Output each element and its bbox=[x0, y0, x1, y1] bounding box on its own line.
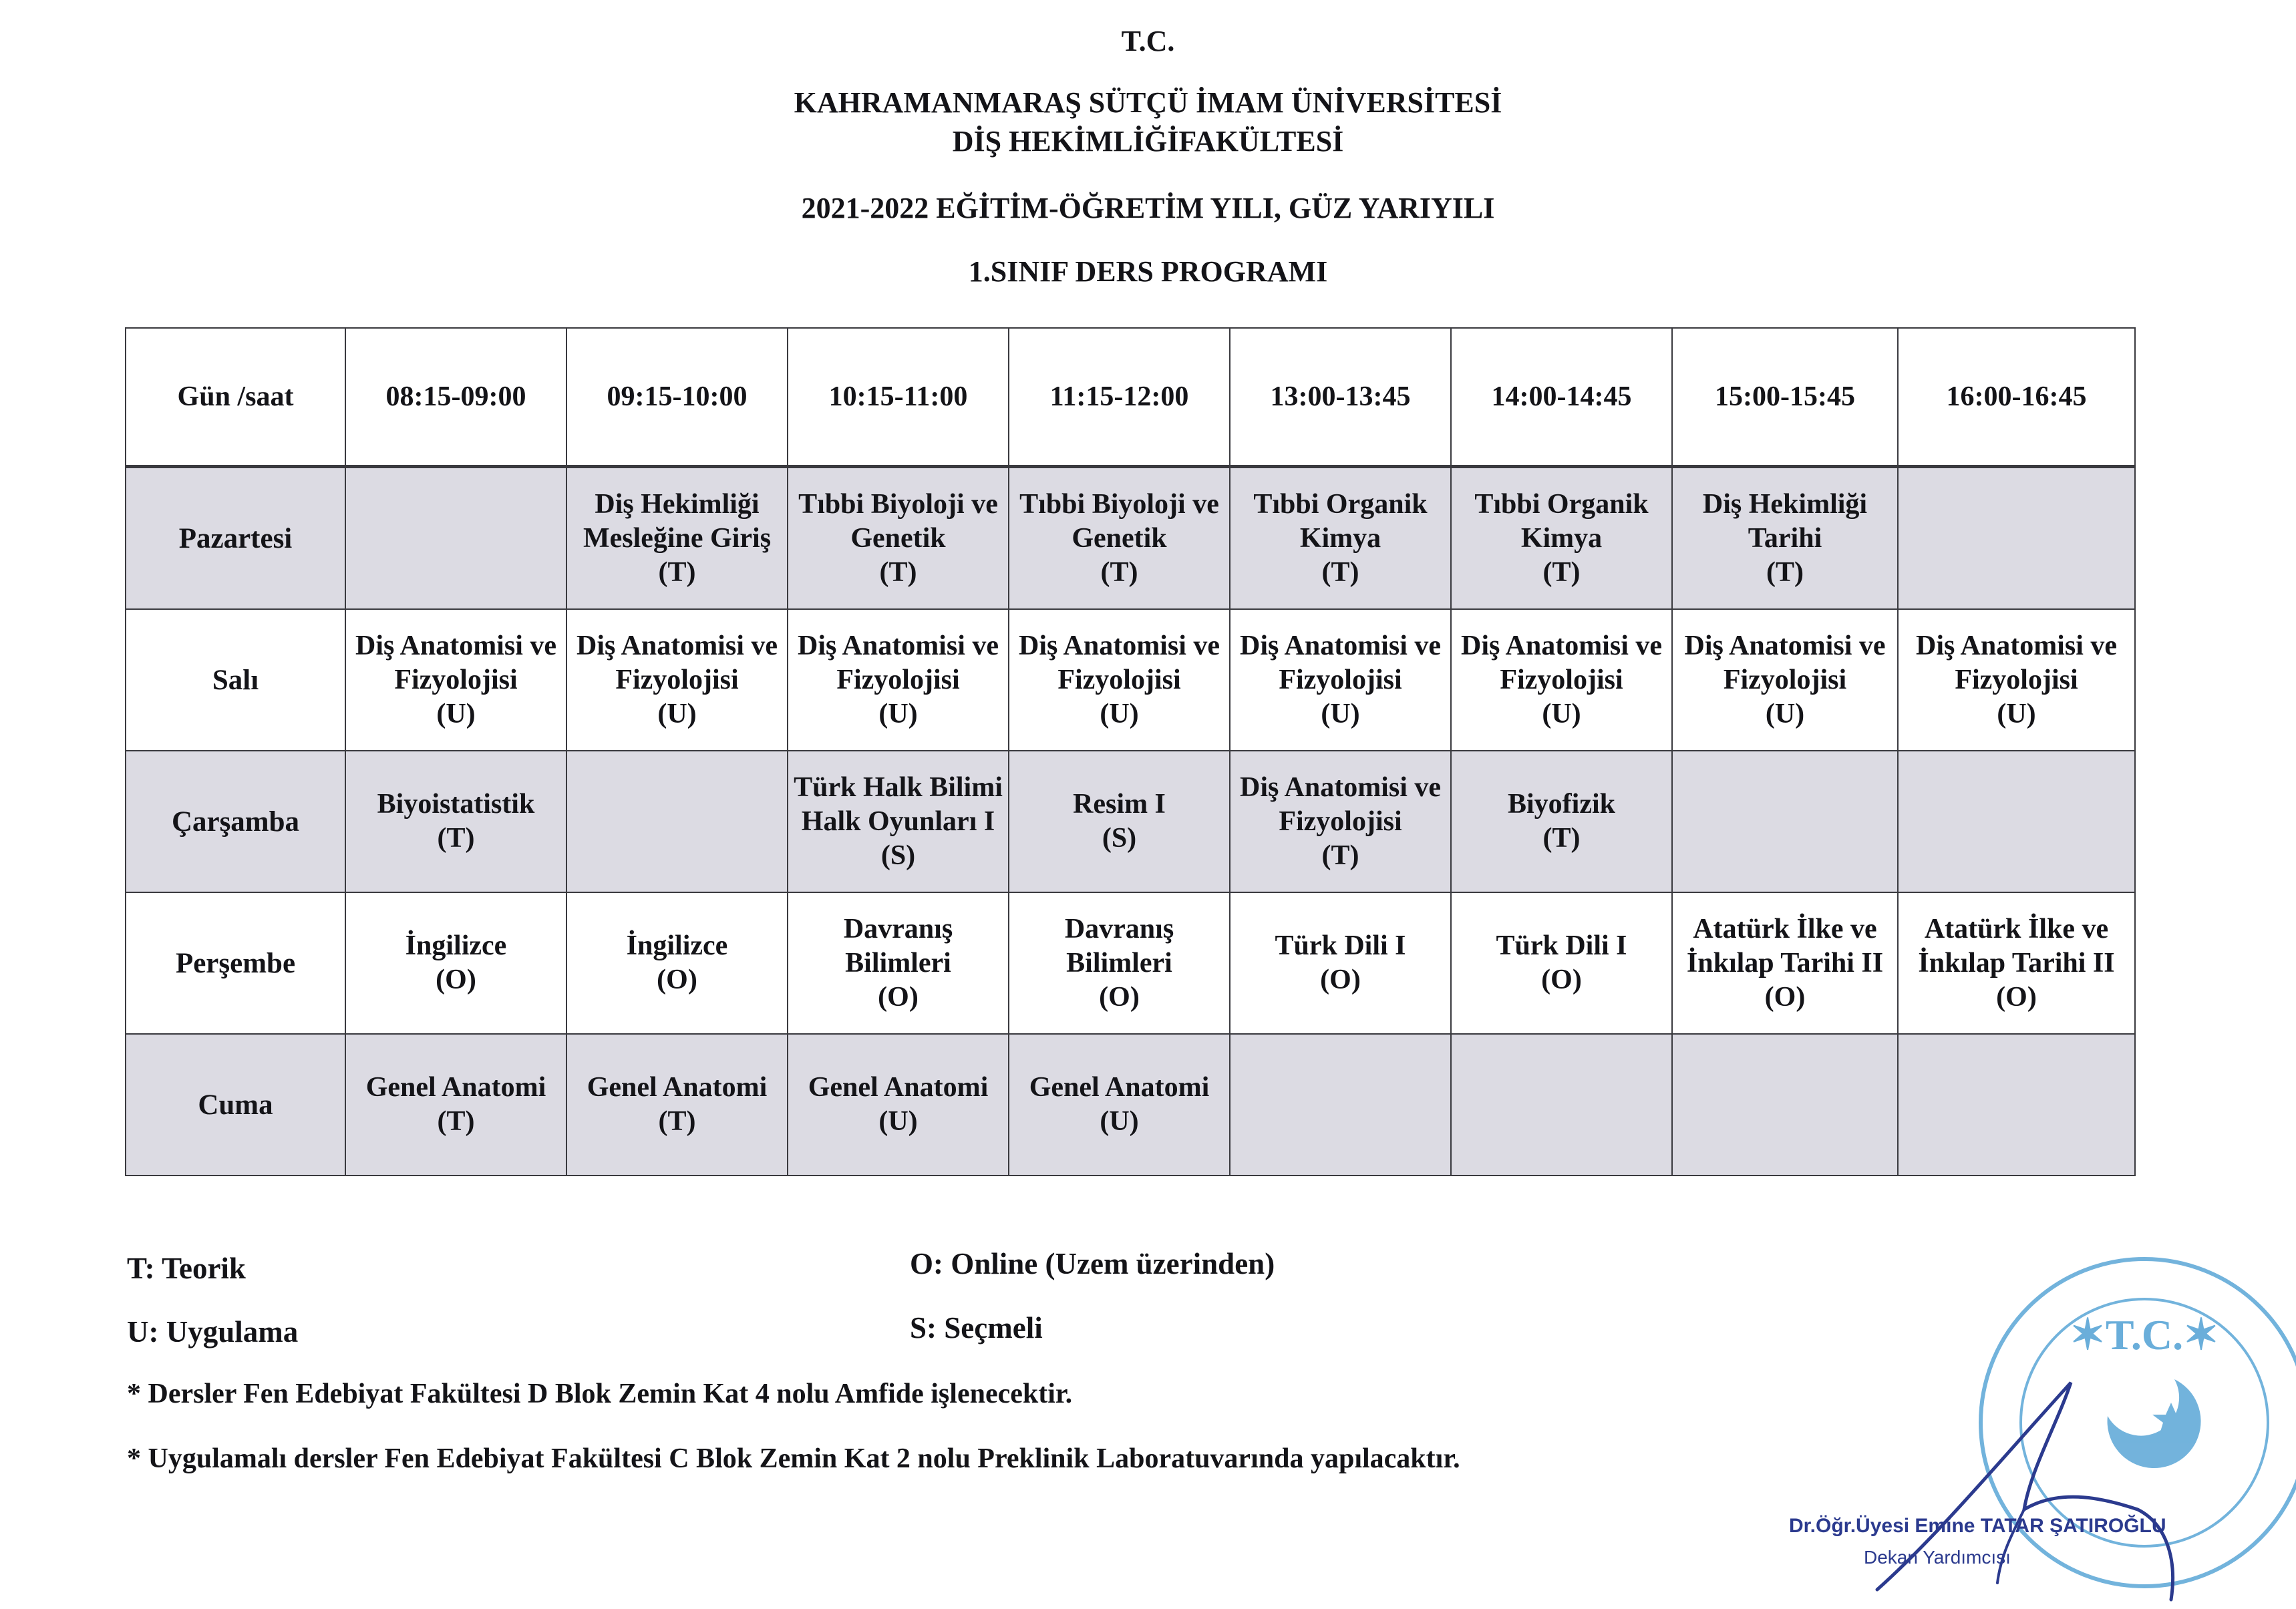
legend-secmeli: S: Seçmeli bbox=[910, 1311, 1043, 1345]
course-name: Türk Halk Bilimi Halk Oyunları I bbox=[794, 771, 1003, 837]
course-cell bbox=[1451, 751, 1672, 892]
time-slot-header: 14:00-14:45 bbox=[1451, 328, 1672, 467]
course-cell bbox=[1451, 467, 1672, 610]
schedule-row bbox=[126, 892, 2135, 1034]
course-cell bbox=[345, 892, 566, 1034]
course-name: Atatürk İlke ve İnkılap Tarihi II bbox=[1918, 913, 2115, 978]
day-label: Çarşamba bbox=[126, 751, 345, 892]
course-type: (U) bbox=[878, 1106, 918, 1137]
course-name: Biyofizik bbox=[1507, 789, 1615, 820]
course-name: Davranış Bilimleri bbox=[1064, 913, 1174, 978]
schedule-row bbox=[126, 467, 2135, 610]
schedule-row bbox=[126, 751, 2135, 892]
schedule-row bbox=[126, 609, 2135, 751]
course-type: (U) bbox=[1321, 698, 1360, 729]
course-type: (O) bbox=[1320, 964, 1361, 995]
course-name: Diş Hekimliği Mesleğine Giriş bbox=[583, 488, 772, 554]
course-cell bbox=[566, 892, 788, 1034]
course-name: Diş Hekimliği Tarihi bbox=[1702, 488, 1868, 554]
signature-name: Dr.Öğr.Üyesi Emine TATAR ŞATIROĞLU bbox=[1789, 1515, 2166, 1537]
course-cell bbox=[1009, 1034, 1230, 1176]
schedule-table bbox=[125, 327, 2136, 1176]
course-type: (U) bbox=[1100, 1106, 1139, 1137]
course-cell bbox=[1672, 609, 1898, 751]
time-slot-header: 08:15-09:00 bbox=[345, 328, 566, 467]
course-cell bbox=[345, 1034, 566, 1176]
course-cell bbox=[1898, 467, 2135, 610]
course-name: Atatürk İlke ve İnkılap Tarihi II bbox=[1686, 913, 1884, 978]
time-slot-header: 10:15-11:00 bbox=[788, 328, 1009, 467]
course-type: (T) bbox=[1542, 823, 1581, 854]
course-name: Türk Dili I bbox=[1496, 930, 1627, 961]
course-name: Tıbbi Biyoloji ve Genetik bbox=[1019, 488, 1219, 554]
course-cell bbox=[1672, 1034, 1898, 1176]
header-university: KAHRAMANMARAŞ SÜTÇÜ İMAM ÜNİVERSİTESİ bbox=[794, 86, 1502, 119]
course-name: Diş Anatomisi ve Fizyolojisi bbox=[1018, 630, 1220, 695]
course-cell bbox=[345, 751, 566, 892]
course-name: Diş Anatomisi ve Fizyolojisi bbox=[1460, 630, 1662, 695]
note-lecture-hall: * Dersler Fen Edebiyat Fakültesi D Blok Zemin Kat 4 nolu Amfide işlenecektir. bbox=[127, 1379, 1073, 1409]
course-name: Genel Anatomi bbox=[808, 1072, 989, 1103]
course-cell bbox=[1009, 467, 1230, 610]
course-name: İngilizce bbox=[626, 930, 728, 961]
course-cell bbox=[566, 1034, 788, 1176]
course-cell bbox=[1230, 467, 1451, 610]
course-name: Diş Anatomisi ve Fizyolojisi bbox=[1684, 630, 1886, 695]
time-slot-header: 09:15-10:00 bbox=[566, 328, 788, 467]
course-name: Diş Anatomisi ve Fizyolojisi bbox=[1239, 771, 1441, 837]
course-cell bbox=[788, 467, 1009, 610]
course-type: (T) bbox=[1100, 556, 1138, 588]
course-type: (U) bbox=[436, 698, 476, 729]
course-type: (O) bbox=[436, 964, 476, 995]
course-name: İngilizce bbox=[405, 930, 507, 961]
course-name: Tıbbi Biyoloji ve Genetik bbox=[798, 488, 998, 554]
course-name: Tıbbi Organik Kimya bbox=[1253, 488, 1428, 554]
legend-uygulama: U: Uygulama bbox=[127, 1315, 299, 1349]
course-cell bbox=[1451, 609, 1672, 751]
course-name: Diş Anatomisi ve Fizyolojisi bbox=[797, 630, 999, 695]
time-slot-header: 13:00-13:45 bbox=[1230, 328, 1451, 467]
course-type: (T) bbox=[1321, 556, 1359, 588]
course-cell bbox=[566, 751, 788, 892]
course-type: (U) bbox=[1997, 698, 2036, 729]
course-cell bbox=[1230, 751, 1451, 892]
course-type: (T) bbox=[879, 556, 917, 588]
course-cell bbox=[345, 467, 566, 610]
course-type: (T) bbox=[437, 1106, 475, 1137]
course-type: (T) bbox=[437, 823, 475, 854]
header-term: 2021-2022 EĞİTİM-ÖĞRETİM YILI, GÜZ YARIYILI bbox=[801, 192, 1495, 224]
course-name: Diş Anatomisi ve Fizyolojisi bbox=[355, 630, 556, 695]
course-type: (O) bbox=[657, 964, 697, 995]
time-slot-header: 11:15-12:00 bbox=[1009, 328, 1230, 467]
course-cell bbox=[1898, 751, 2135, 892]
legend-online: O: Online (Uzem üzerinden) bbox=[910, 1247, 1275, 1280]
course-name: Diş Anatomisi ve Fizyolojisi bbox=[1239, 630, 1441, 695]
course-cell bbox=[1672, 892, 1898, 1034]
course-type: (U) bbox=[1542, 698, 1581, 729]
day-label: Pazartesi bbox=[126, 467, 345, 610]
course-cell bbox=[566, 467, 788, 610]
course-cell bbox=[788, 1034, 1009, 1176]
course-cell bbox=[566, 609, 788, 751]
note-lab: * Uygulamalı dersler Fen Edebiyat Fakültesi C Blok Zemin Kat 2 nolu Preklinik Laboratuvarında yapılacaktır. bbox=[127, 1443, 1460, 1474]
course-name: Resim I bbox=[1073, 789, 1166, 820]
course-name: Tıbbi Organik Kimya bbox=[1474, 488, 1649, 554]
course-cell bbox=[1898, 609, 2135, 751]
legend-teorik: T: Teorik bbox=[127, 1252, 246, 1285]
day-label: Perşembe bbox=[126, 892, 345, 1034]
course-cell bbox=[788, 751, 1009, 892]
course-type: (O) bbox=[1099, 981, 1140, 1013]
day-label: Salı bbox=[126, 609, 345, 751]
course-cell bbox=[1672, 751, 1898, 892]
course-name: Genel Anatomi bbox=[1029, 1072, 1210, 1103]
course-cell bbox=[1009, 751, 1230, 892]
course-cell bbox=[1898, 892, 2135, 1034]
course-name: Diş Anatomisi ve Fizyolojisi bbox=[1915, 630, 2117, 695]
day-label: Cuma bbox=[126, 1034, 345, 1176]
course-cell bbox=[1009, 609, 1230, 751]
course-cell bbox=[1451, 892, 1672, 1034]
course-cell bbox=[1451, 1034, 1672, 1176]
course-name: Davranış Bilimleri bbox=[843, 913, 953, 978]
course-cell bbox=[1230, 892, 1451, 1034]
svg-text:✶T.C.✶: ✶T.C.✶ bbox=[2070, 1311, 2219, 1359]
course-type: (U) bbox=[878, 698, 918, 729]
time-slot-header: 16:00-16:45 bbox=[1898, 328, 2135, 467]
corner-header: Gün /saat bbox=[126, 328, 345, 467]
course-cell bbox=[345, 609, 566, 751]
course-type: (U) bbox=[657, 698, 697, 729]
course-type: (O) bbox=[1764, 981, 1806, 1013]
course-name: Türk Dili I bbox=[1275, 930, 1406, 961]
header-tc: T.C. bbox=[1121, 25, 1175, 57]
course-type: (T) bbox=[1321, 840, 1359, 871]
course-type: (S) bbox=[880, 840, 916, 871]
signature-title: Dekan Yardımcısı bbox=[1864, 1547, 2011, 1568]
course-type: (T) bbox=[658, 1106, 696, 1137]
course-type: (T) bbox=[1542, 556, 1581, 588]
time-slot-header: 15:00-15:45 bbox=[1672, 328, 1898, 467]
course-name: Genel Anatomi bbox=[365, 1072, 546, 1103]
course-cell bbox=[1009, 892, 1230, 1034]
course-cell bbox=[1672, 467, 1898, 610]
course-name: Genel Anatomi bbox=[587, 1072, 768, 1103]
course-type: (T) bbox=[1766, 556, 1804, 588]
course-type: (O) bbox=[878, 981, 919, 1013]
course-type: (U) bbox=[1100, 698, 1139, 729]
header-program-title: 1.SINIF DERS PROGRAMI bbox=[968, 255, 1328, 288]
course-cell bbox=[788, 892, 1009, 1034]
course-type: (U) bbox=[1765, 698, 1805, 729]
schedule-row bbox=[126, 1034, 2135, 1176]
course-type: (O) bbox=[1541, 964, 1582, 995]
course-name: Diş Anatomisi ve Fizyolojisi bbox=[576, 630, 778, 695]
course-cell bbox=[788, 609, 1009, 751]
header-faculty: DİŞ HEKİMLİĞİFAKÜLTESİ bbox=[952, 125, 1344, 158]
course-name: Biyoistatistik bbox=[377, 789, 535, 820]
course-cell bbox=[1230, 1034, 1451, 1176]
course-cell bbox=[1230, 609, 1451, 751]
course-cell bbox=[1898, 1034, 2135, 1176]
course-type: (O) bbox=[1996, 981, 2037, 1013]
course-type: (T) bbox=[658, 556, 696, 588]
course-type: (S) bbox=[1102, 823, 1137, 854]
